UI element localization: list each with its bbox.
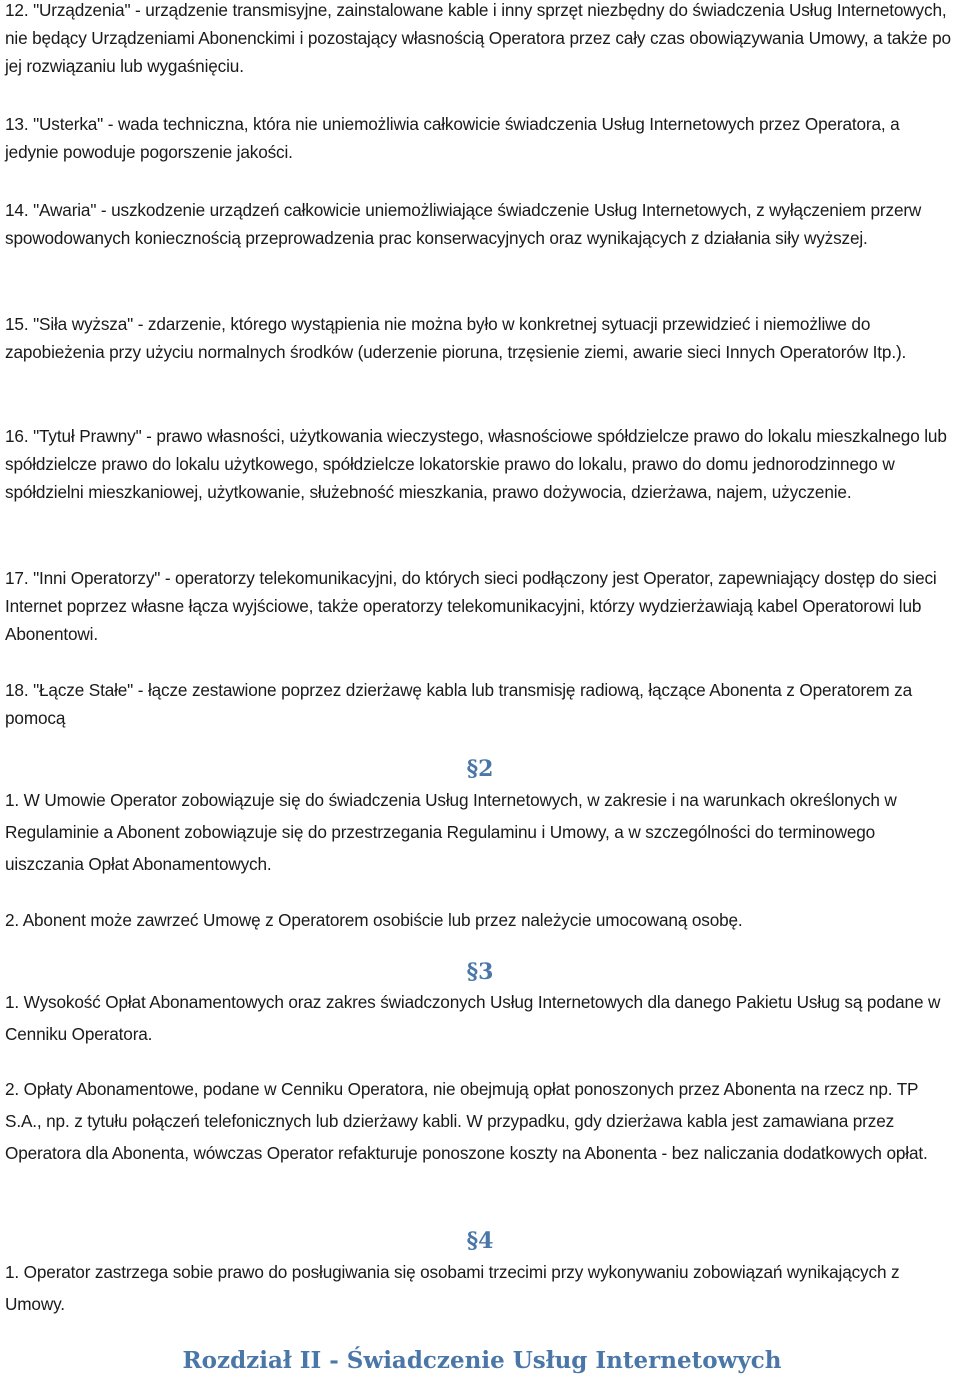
section-2-paragraph-2: 2. Abonent może zawrzeć Umowę z Operatorem osobiście lub przez należycie umocowaną osobę. (5, 910, 743, 930)
definition-17: 17. "Inni Operatorzy" - operatorzy telekomunikacyjni, do których sieci podłączony jest Operator, zapewniający dostęp do sieci Internet poprzez własne łącza wyjściowe, także operatorzy telekomunikacyjni, którzy wydzierżawiają kabel Operatorowi lub Abonentowi. (5, 568, 937, 644)
definition-18: 18. "Łącze Stałe" - łącze zestawione poprzez dzierżawę kabla lub transmisję radiową, łączące Abonenta z Operatorem za pomocą (5, 680, 913, 728)
section-3-paragraph-1: 1. Wysokość Opłat Abonamentowych oraz zakres świadczonych Usług Internetowych dla danego Pakietu Usług są podane w Cenniku Operatora. (5, 992, 941, 1044)
section-3-heading (0, 959, 960, 985)
definition-13: 13. "Usterka" - wada techniczna, która nie uniemożliwia całkowicie świadczenia Usług Internetowych przez Operatora, a jedynie powoduje pogorszenie jakości. (5, 114, 900, 162)
definition-15: 15. "Siła wyższa" - zdarzenie, którego wystąpienia nie można było w konkretnej sytuacji przewidzieć i niemożliwe do zapobieżenia przy użyciu normalnych środków (uderzenie pioruna, trzęsienie ziemi, awarie sieci Innych Operatorów Itp.). (5, 314, 907, 362)
definition-14: 14. "Awaria" - uszkodzenie urządzeń całkowicie uniemożliwiające świadczenie Usług Internetowych, z wyłączeniem przerw spowodowanych koniecznością przeprowadzenia prac konserwacyjnych oraz wynikających z działania siły wyższej. (5, 200, 922, 248)
section-mark: §4 (466, 1228, 494, 1254)
definition-12: 12. "Urządzenia" - urządzenie transmisyjne, zainstalowane kable i inny sprzęt niezbędny do świadczenia Usług Internetowych, nie będący Urządzeniami Abonenckimi i pozostający własnością Operatora przez cały czas obowiązywania Umowy, a także po jej rozwiązaniu lub wygaśnięciu. (5, 0, 951, 76)
section-2-heading (0, 756, 960, 782)
section-3-paragraph-2: 2. Opłaty Abonamentowe, podane w Cenniku Operatora, nie obejmują opłat ponoszonych przez Abonenta na rzecz np. TP S.A., np. z tytułu połączeń telefonicznych lub dzierżawy kabli. W przypadku, gdy dzierżawa kabla jest zamawiana przez Operatora dla Abonenta, wówczas Operator refakturuje ponoszone koszty na Abonenta - bez naliczania dodatkowych opłat. (5, 1079, 928, 1163)
section-mark: §3 (466, 959, 494, 985)
section-4-heading (0, 1228, 960, 1254)
definition-16: 16. "Tytuł Prawny" - prawo własności, użytkowania wieczystego, własnościowe spółdzielcze prawo do lokalu mieszkalnego lub spółdzielcze prawo do lokalu użytkowego, spółdzielcze lokatorskie prawo do lokalu, prawo do domu jednorodzinnego w spółdzielni mieszkaniowej, użytkowanie, służebność mieszkania, prawo dożywocia, dzierżawa, najem, użyczenie. (5, 426, 947, 502)
section-mark: §2 (466, 756, 494, 782)
chapter-heading: Rozdział II - Świadczenie Usług Internetowych (182, 1347, 782, 1374)
section-2-paragraph-1: 1. W Umowie Operator zobowiązuje się do świadczenia Usług Internetowych, w zakresie i na warunkach określonych w Regulaminie a Abonent zobowiązuje się do przestrzegania Regulaminu i Umowy, a w szczególności do terminowego uiszczania Opłat Abonamentowych. (5, 790, 897, 874)
section-4-paragraph-1: 1. Operator zastrzega sobie prawo do posługiwania się osobami trzecimi przy wykonywaniu zobowiązań wynikających z Umowy. (5, 1262, 900, 1314)
